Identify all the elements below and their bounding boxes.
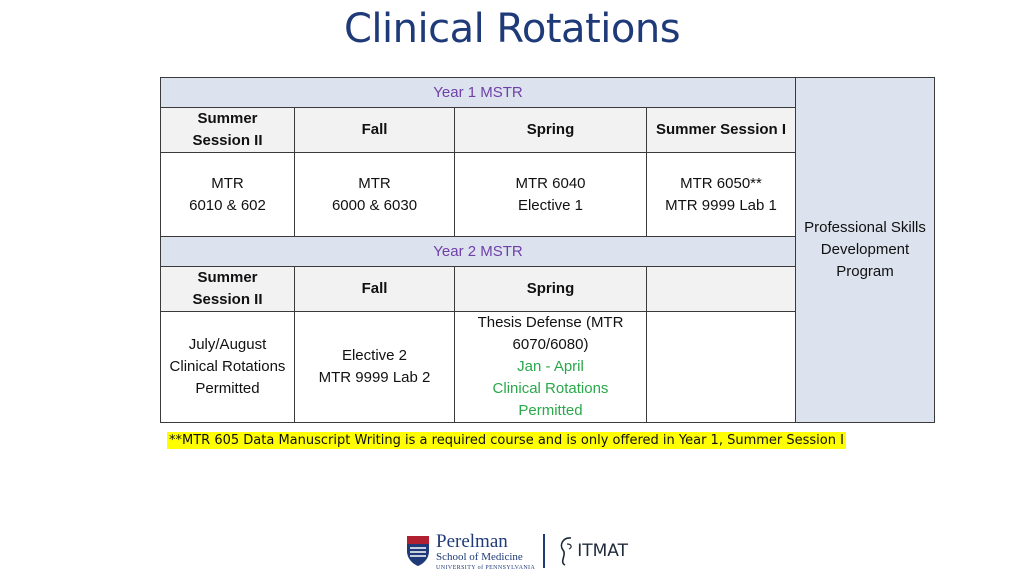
year1-header-summer2: Summer Session II xyxy=(161,108,295,153)
year2-cell-summer2 xyxy=(161,312,295,423)
year2-cell-spring xyxy=(455,312,647,423)
year1-cell-spring xyxy=(455,153,647,237)
cell-line: MTR xyxy=(358,174,391,192)
cell-line: July/August xyxy=(188,336,267,353)
university-name: UNIVERSITY of PENNSYLVANIA xyxy=(436,564,536,571)
school-name: School of Medicine xyxy=(436,550,523,563)
cell-line: MTR 6040 xyxy=(515,174,586,192)
side-line: Program xyxy=(836,263,894,280)
cell-line: Permitted xyxy=(518,402,583,419)
side-line: Development xyxy=(820,241,910,258)
page-title: Clinical Rotations xyxy=(343,6,681,52)
year1-cell-summer1 xyxy=(647,153,796,237)
cell-line: 6000 & 6030 xyxy=(331,196,418,214)
cell-line: MTR xyxy=(211,174,244,192)
year1-header-fall: Fall xyxy=(295,108,455,153)
cell-line: Jan - April xyxy=(517,358,584,375)
year2-cell-empty xyxy=(647,312,796,423)
cell-line: Elective 2 xyxy=(341,347,408,364)
penn-shield-icon xyxy=(406,535,430,567)
logo-divider xyxy=(543,534,545,568)
cell-line: Thesis Defense (MTR xyxy=(477,314,624,331)
year2-header-spring: Spring xyxy=(455,267,647,312)
itmat-logo xyxy=(555,535,628,567)
cell-line: Elective 1 xyxy=(517,196,584,214)
side-line: Professional Skills xyxy=(804,219,926,236)
year2-label: Year 2 MSTR xyxy=(161,237,796,267)
cell-line: 6070/6080) xyxy=(512,336,589,353)
year1-cell-fall xyxy=(295,153,455,237)
cell-line: 6010 & 602 xyxy=(189,196,266,214)
itmat-mark-icon xyxy=(555,535,577,567)
year2-header-empty xyxy=(647,267,796,312)
year1-label: Year 1 MSTR xyxy=(161,78,796,108)
perelman-wordmark xyxy=(436,532,535,571)
year1-header-spring: Spring xyxy=(455,108,647,153)
year1-header-summer1: Summer Session I xyxy=(647,108,796,153)
footer-logos xyxy=(406,532,628,570)
cell-line: MTR 6050** xyxy=(680,174,762,192)
perelman-name: Perelman xyxy=(436,530,508,552)
cell-line: MTR 9999 Lab 2 xyxy=(318,369,431,386)
side-program-label xyxy=(796,78,935,423)
itmat-text: ITMAT xyxy=(577,541,628,561)
cell-line: Clinical Rotations xyxy=(169,358,286,375)
cell-line: Clinical Rotations xyxy=(492,380,609,397)
rotations-table xyxy=(160,77,935,423)
year1-cell-summer2 xyxy=(161,153,295,237)
year2-cell-fall xyxy=(295,312,455,423)
year2-header-summer2: Summer Session II xyxy=(161,267,295,312)
footnote: **MTR 605 Data Manuscript Writing is a required course and is only offered in Year 1, Summer Session I xyxy=(169,433,844,448)
cell-line: Permitted xyxy=(195,380,260,397)
year2-header-fall: Fall xyxy=(295,267,455,312)
cell-line: MTR 9999 Lab 1 xyxy=(665,196,777,214)
